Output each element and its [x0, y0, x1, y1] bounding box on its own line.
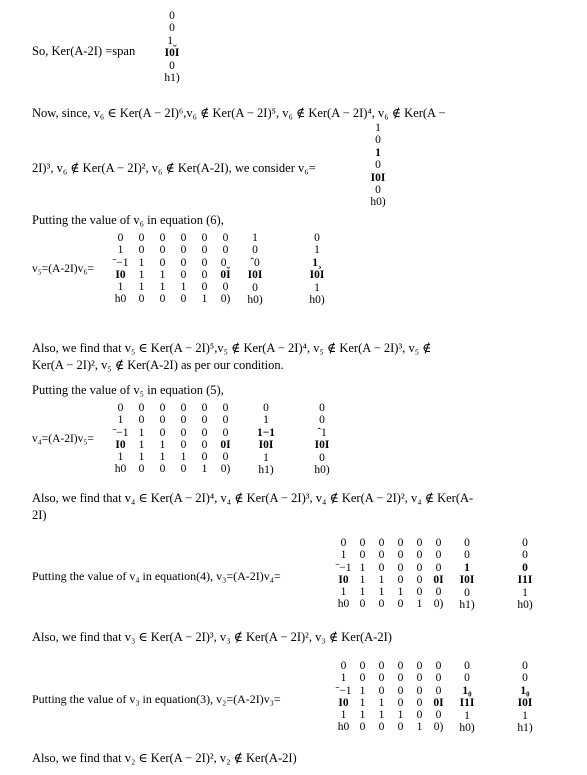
matrix-cell: 1: [378, 586, 385, 599]
vector-entry: 0: [319, 414, 325, 427]
matrix-cell: 1: [378, 709, 385, 722]
vector-entry: I1I: [517, 574, 533, 587]
matrix-cell: 0: [378, 721, 385, 734]
matrix-cell: 0: [359, 598, 366, 611]
matrix-cell: 1: [359, 709, 366, 722]
matrix-cell: 0: [117, 402, 124, 414]
vector-entry: 1¸: [312, 256, 322, 269]
matrix-cell: I0: [338, 573, 349, 586]
v4-result-vector: [302, 402, 342, 476]
matrix-cell: 0: [397, 660, 404, 672]
vector-entry: 1: [464, 709, 470, 722]
vector-entry: 0: [252, 281, 258, 294]
vector-entry: 1ˬ: [167, 34, 177, 47]
paragraph-line: Also, we find that v₅ ∈ Ker(A − 2I)⁵,v₅ ∉ Ker(A − 2I)⁴, v₅ ∉ Ker(A − 2I)³, v₅ ∉: [32, 341, 432, 355]
v6-vector-in-product: [240, 232, 270, 306]
paragraph-v5-condition: [32, 340, 554, 374]
vector-entry: I0I: [459, 574, 475, 587]
matrix-cell: 0: [222, 451, 229, 464]
putting-v5-intro: Putting the value of v₅ in equation (5),: [32, 383, 224, 397]
matrix-cell: 1: [138, 268, 145, 281]
matrix-cell: 0: [159, 426, 166, 439]
matrix-cell: 0: [180, 438, 187, 451]
paragraph-line: Also, we find that v₄ ∈ Ker(A − 2I)⁴, v₄ ∉ Ker(A − 2I)³, v₄ ∉ Ker(A − 2I)², v₄ ∉ Ker(A-: [32, 491, 474, 505]
matrix-cell: 0: [180, 232, 187, 244]
matrix-cell: ˉ−1: [112, 256, 129, 269]
vector-entry: 0: [522, 672, 528, 685]
paragraph-v6-condition-cont: 2I)³, v₆ ∉ Ker(A − 2I)², v₆ ∉ Ker(A-2I), we consider v₆=: [32, 161, 316, 175]
vector-entry: 1−1: [256, 426, 276, 439]
vector-entry: 0: [464, 660, 470, 672]
vector-entry: 0: [464, 537, 470, 549]
v5-vector-in-product: [244, 402, 288, 476]
matrix-cell: 0: [222, 244, 229, 257]
matrix-cell: 0: [159, 402, 166, 414]
matrix-cell: h0: [337, 721, 350, 734]
paragraph-line: Ker(A − 2I)², v₅ ∉ Ker(A-2I) as per our condition.: [32, 358, 284, 372]
matrix-cell: 1: [416, 598, 423, 611]
matrix-cell: 0: [180, 256, 187, 269]
vector-entry: 0: [464, 672, 470, 685]
matrix-cell: 1: [180, 451, 187, 464]
matrix-cell: 1: [117, 451, 124, 464]
matrix-cell: 1: [138, 438, 145, 451]
matrix-cell: 0I: [220, 438, 231, 451]
matrix-cell: 0: [378, 549, 385, 562]
v3-result-vector: [508, 537, 542, 611]
matrix-cell: 0: [159, 244, 166, 257]
matrix-cell: 0: [397, 598, 404, 611]
matrix-cell: 0: [359, 721, 366, 734]
paragraph-v3-condition: Also, we find that v₃ ∈ Ker(A − 2I)³, v₃ ∉ Ker(A − 2I)², v₃ ∉ Ker(A-2I): [32, 630, 392, 644]
matrix-cell: 1: [340, 672, 347, 685]
matrix-cell: 0: [159, 232, 166, 244]
matrix-cell: 0: [180, 402, 187, 414]
matrix-cell: 0: [201, 451, 208, 464]
matrix-cell: 0: [201, 281, 208, 294]
matrix-cell: 0: [138, 232, 145, 244]
matrix-cell: 0): [433, 721, 444, 734]
matrix-cell: 1: [359, 684, 366, 697]
matrix-cell: 0: [435, 672, 442, 685]
vector-entry: 1₀: [462, 684, 472, 697]
matrix-cell: 0I: [433, 696, 444, 709]
matrix-cell: 0: [416, 672, 423, 685]
matrix-cell: 0: [416, 549, 423, 562]
v2-equation-label: Putting the value of v₃ in equation(3), v₂=(A-2I)v₃=: [32, 692, 281, 706]
matrix-cell: 0: [397, 696, 404, 709]
matrix-cell: 1: [138, 426, 145, 439]
matrix-cell: 0: [397, 684, 404, 697]
matrix-cell: 1: [359, 561, 366, 574]
matrix-cell: 0: [378, 672, 385, 685]
vector-entry: I1I: [459, 697, 475, 710]
matrix-cell: 1: [378, 696, 385, 709]
matrix-cell: h0: [337, 598, 350, 611]
matrix-cell: 0: [416, 561, 423, 574]
matrix-cell: 1: [180, 281, 187, 294]
matrix-cell: 1: [340, 709, 347, 722]
vector-entry: h1): [517, 721, 533, 734]
matrix-cell: 0: [378, 660, 385, 672]
vector-entry: 0: [169, 22, 175, 35]
matrix-cell: 0: [378, 598, 385, 611]
matrix-cell: 0: [378, 684, 385, 697]
matrix-cell: 1: [397, 709, 404, 722]
vector-entry: h1): [258, 463, 274, 476]
matrix-cell: 0: [159, 414, 166, 427]
vector-entry: h0): [459, 721, 475, 734]
matrix-cell: 0): [220, 463, 231, 476]
vector-entry: ˆ1: [317, 426, 327, 439]
matrix-cell: 1: [359, 573, 366, 586]
matrix-cell: 0: [159, 256, 166, 269]
vector-entry: I0I: [314, 439, 330, 452]
matrix-cell: 0: [201, 256, 208, 269]
matrix-cell: 1: [159, 281, 166, 294]
matrix-cell: I0: [115, 268, 126, 281]
matrix-cell: ˉ−1: [335, 561, 352, 574]
matrix-cell: 0: [180, 414, 187, 427]
vector-entry: ˆ0: [250, 256, 260, 269]
matrix-cell: 0: [397, 549, 404, 562]
matrix-cell: 1: [201, 293, 208, 306]
matrix-cell: 1: [138, 281, 145, 294]
v4-vector-in-product: [452, 537, 482, 611]
matrix-cell: 0: [435, 660, 442, 672]
v5-equation-label: v₅=(A-2I)v₆=: [32, 263, 94, 275]
matrix-cell: 0: [340, 660, 347, 672]
matrix-cell: 1: [201, 463, 208, 476]
vector-entry: h0): [247, 293, 263, 306]
vector-entry: 1: [522, 709, 528, 722]
vector-entry: 0: [263, 402, 269, 414]
paragraph-v4-condition: [32, 490, 554, 524]
v3-equation-label: Putting the value of v₄ in equation(4), v₃=(A-2I)v₄=: [32, 569, 281, 583]
matrix-cell: 0I: [433, 573, 444, 586]
vector-entry: 0: [522, 549, 528, 562]
vector-entry: I0I: [370, 171, 386, 184]
matrix-cell: 0: [435, 709, 442, 722]
vector-entry: 1: [314, 244, 320, 257]
matrix-cell: 0: [138, 463, 145, 476]
matrix-cell: 0: [340, 537, 347, 549]
v3-vector-in-product: [452, 660, 482, 734]
matrix-cell: 1: [159, 438, 166, 451]
span-statement: So, Ker(A-2I) =span: [32, 44, 136, 58]
vector-entry: I0I: [164, 47, 180, 60]
vector-entry: 0: [522, 537, 528, 549]
matrix-cell: 1: [416, 721, 423, 734]
vector-entry: 1: [263, 451, 269, 464]
vector-entry: h1): [164, 71, 180, 84]
matrix-cell: 0: [397, 672, 404, 685]
vector-entry: 1: [375, 146, 381, 159]
matrix-cell: 0: [416, 537, 423, 549]
matrix-cell: 0: [159, 463, 166, 476]
matrix-cell: 1: [159, 268, 166, 281]
matrix-cell: 0: [222, 426, 229, 439]
vector-entry: 0: [522, 660, 528, 672]
matrix-A-minus-2I: [110, 402, 236, 476]
vector-entry: 1: [522, 586, 528, 599]
v2-result-vector: [508, 660, 542, 734]
vector-entry: I0I: [517, 697, 533, 710]
putting-v6-intro: Putting the value of v₆ in equation (6),: [32, 213, 224, 227]
v5-result-vector: [298, 232, 336, 306]
matrix-cell: 0): [220, 293, 231, 306]
vector-entry: 0: [375, 159, 381, 172]
vector-entry: 0: [252, 244, 258, 257]
matrix-cell: 1: [397, 586, 404, 599]
matrix-cell: 1: [117, 414, 124, 427]
matrix-cell: 0: [138, 402, 145, 414]
matrix-cell: 0: [359, 660, 366, 672]
matrix-cell: 0: [117, 232, 124, 244]
matrix-cell: 0: [201, 402, 208, 414]
matrix-cell: 1: [340, 549, 347, 562]
matrix-cell: 0: [397, 561, 404, 574]
matrix-cell: 0: [138, 293, 145, 306]
matrix-cell: 0: [397, 537, 404, 549]
matrix-cell: 1: [359, 696, 366, 709]
matrix-cell: 1: [138, 451, 145, 464]
matrix-cell: 0: [359, 672, 366, 685]
vector-entry: 0: [375, 183, 381, 196]
vector-entry: 1₀: [520, 684, 530, 697]
vector-entry: I0I: [309, 269, 325, 282]
matrix-cell: 0: [180, 463, 187, 476]
matrix-cell: ˉ−1: [112, 426, 129, 439]
matrix-cell: 1: [359, 586, 366, 599]
span-basis-vector: [160, 10, 184, 84]
vector-entry: 0: [464, 586, 470, 599]
v6-vector: [364, 122, 392, 209]
matrix-cell: 1: [378, 573, 385, 586]
matrix-cell: 0: [359, 549, 366, 562]
vector-entry: 0: [522, 561, 528, 574]
vector-entry: 0: [319, 402, 325, 414]
vector-entry: 0: [375, 134, 381, 147]
vector-entry: 1: [252, 232, 258, 244]
matrix-cell: h0: [114, 293, 127, 306]
matrix-cell: 0: [222, 402, 229, 414]
matrix-cell: 0: [180, 268, 187, 281]
matrix-A-minus-2I: [334, 537, 448, 611]
matrix-cell: 0: [138, 414, 145, 427]
vector-entry: h0): [370, 196, 386, 209]
matrix-cell: 0: [201, 426, 208, 439]
vector-entry: I0I: [247, 269, 263, 282]
matrix-cell: I0: [338, 696, 349, 709]
matrix-cell: 0: [416, 709, 423, 722]
matrix-cell: 0: [201, 438, 208, 451]
paragraph-line: 2I): [32, 508, 47, 522]
matrix-cell: 0: [159, 293, 166, 306]
vector-entry: 0: [169, 10, 175, 22]
matrix-cell: 1: [117, 281, 124, 294]
matrix-cell: 0: [359, 537, 366, 549]
matrix-cell: I0: [115, 438, 126, 451]
matrix-cell: 1: [159, 451, 166, 464]
matrix-cell: 0: [222, 232, 229, 244]
vector-entry: 1: [464, 561, 470, 574]
matrix-cell: 0: [435, 684, 442, 697]
vector-entry: 1: [314, 281, 320, 294]
matrix-cell: 0: [416, 660, 423, 672]
vector-entry: 0: [314, 232, 320, 244]
vector-entry: 0: [464, 549, 470, 562]
matrix-cell: 0: [416, 586, 423, 599]
matrix-cell: 1: [138, 256, 145, 269]
matrix-cell: 0: [416, 696, 423, 709]
matrix-A-minus-2I: [334, 660, 448, 734]
matrix-cell: 0: [201, 244, 208, 257]
matrix-cell: 0: [416, 573, 423, 586]
vector-entry: h0): [517, 598, 533, 611]
matrix-cell: 0: [378, 561, 385, 574]
matrix-cell: 0ˬ: [220, 256, 231, 269]
matrix-cell: 0: [397, 573, 404, 586]
matrix-cell: 0: [435, 537, 442, 549]
vector-entry: 0: [169, 59, 175, 72]
matrix-cell: 0: [222, 281, 229, 294]
matrix-cell: 0): [433, 598, 444, 611]
vector-entry: I0I: [258, 439, 274, 452]
matrix-cell: 0: [201, 414, 208, 427]
vector-entry: 1: [375, 122, 381, 134]
v4-equation-label: v₄=(A-2I)v₅=: [32, 433, 94, 445]
vector-entry: h0): [314, 463, 330, 476]
matrix-cell: 0: [180, 244, 187, 257]
vector-entry: 0: [319, 451, 325, 464]
vector-entry: 1: [263, 414, 269, 427]
matrix-cell: 0: [435, 586, 442, 599]
matrix-cell: 0: [435, 549, 442, 562]
matrix-cell: 0: [378, 537, 385, 549]
matrix-cell: 0: [180, 293, 187, 306]
matrix-cell: h0: [114, 463, 127, 476]
paragraph-v6-condition: Now, since, v₆ ∈ Ker(A − 2I)⁶,v₆ ∉ Ker(A − 2I)⁵, v₆ ∉ Ker(A − 2I)⁴, v₆ ∉ Ker(A −: [32, 106, 446, 120]
paragraph-v2-condition: Also, we find that v₂ ∈ Ker(A − 2I)², v₂ ∉ Ker(A-2I): [32, 751, 297, 765]
matrix-cell: 0I: [220, 268, 231, 281]
matrix-cell: 0: [201, 268, 208, 281]
matrix-cell: 1: [117, 244, 124, 257]
matrix-cell: ˉ−1: [335, 684, 352, 697]
matrix-A-minus-2I: [110, 232, 236, 306]
matrix-cell: 0: [397, 721, 404, 734]
vector-entry: h1): [459, 598, 475, 611]
matrix-cell: 0: [435, 561, 442, 574]
matrix-cell: 0: [138, 244, 145, 257]
matrix-cell: 0: [180, 426, 187, 439]
matrix-cell: 1: [340, 586, 347, 599]
vector-entry: h0): [309, 293, 325, 306]
matrix-cell: 0: [222, 414, 229, 427]
matrix-cell: 0: [416, 684, 423, 697]
matrix-cell: 0: [201, 232, 208, 244]
